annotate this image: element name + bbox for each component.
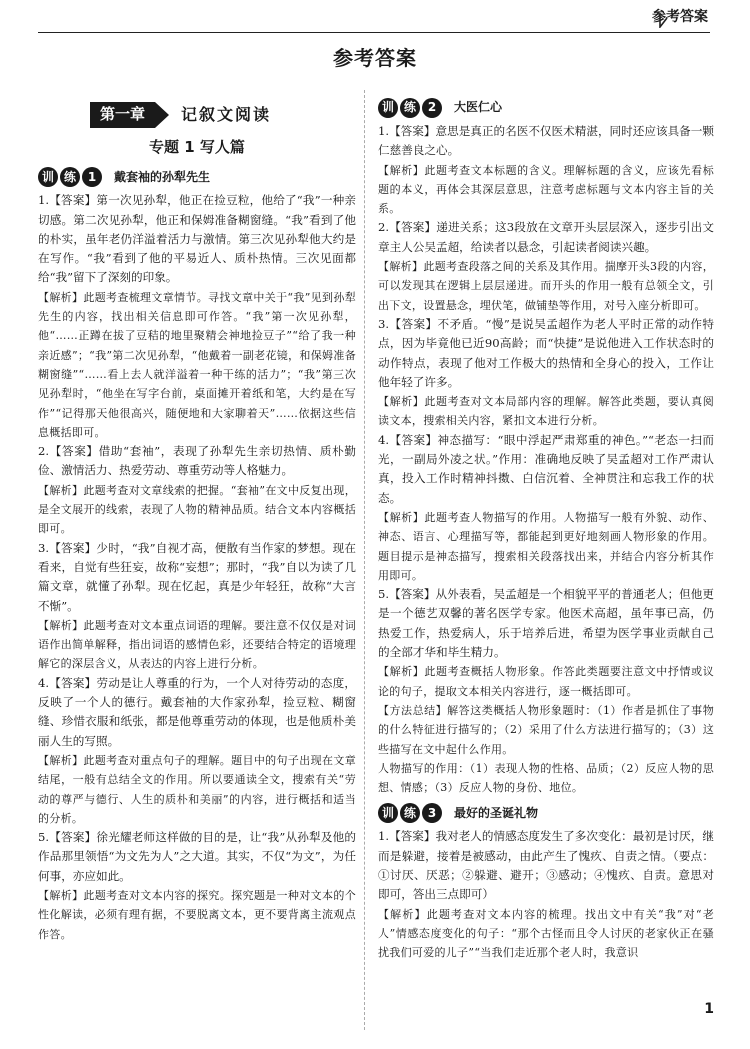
training-heading-1 [38,167,356,187]
corner-mark-icon [658,12,668,28]
answer-text: 4.【答案】神态描写：“眼中浮起严肃郑重的神色。”“老态一扫而光，一副局外凌之状。”作用：准确地反映了吴孟超对工作严肃认真，投入工作时精神抖擞、白信沉着、全神贯注和忘我工作的状态。 [378,432,714,505]
training-heading-2 [378,98,714,118]
training-heading-3 [378,803,714,823]
analysis-text: 【解析】此题考查概括人物形象。作答此类题要注意文中抒情或议论的句子，提取文本相关内容进行，逐一概括即可。 [378,665,714,698]
answer-text: 2.【答案】借助“套袖”，表现了孙犁先生亲切热情、质朴勤俭、激情活力、热爱劳动、尊重劳动等人格魅力。 [38,444,356,478]
analysis-text: 【解析】此题考查对文本局部内容的理解。解答此类题，要认真阅读文本，搜索相关内容，紧扣文本进行分析。 [378,395,714,428]
answer-text: 2.【答案】递进关系；这3段放在文章开头层层深入，逐步引出文章主人公吴孟超，给读者以悬念，引起读者阅读兴趣。 [378,220,714,254]
answer-text: 1.【答案】意思是真正的名医不仅医术精湛，同时还应该具备一颗仁慈善良之心。 [378,124,714,158]
answer-text: 3.【答案】少时，“我”自视才高，便散有当作家的梦想。现在看来，自觉有些狂妄，故称“妄想”；那时，“我”自以为读了几篇文章，就懂了孙犁。现在忆起，真是少年轻狂，故称“大言不惭”。 [38,540,356,613]
analysis-text: 【解析】此题考查人物描写的作用。人物描写一般有外貌、动作、神态、语言、心理描写等，都能起到更好地刻画人物形象的作用。题目提示是神态描写，搜索相关段落找出来，并结合内容分析其作用即可。 [378,510,714,582]
answer-text: 1.【答案】第一次见孙犁，他正在捡豆粒，他给了“我”一种亲切感。第二次见孙犁，他正和保姆准备糊窗缝。“我”看到了他的朴实，虽年老仍洋溢着活力与激情。第三次见孙犁他大约是在写作。“我”看到了他的平易近人、质朴热情。三次见面都给“我”留下了深刻的印象。 [38,193,356,285]
method-summary-2: 人物描写的作用：（1）表现人物的性格、品质；（2）反应人物的思想、情感；（3）反应人物的身份、地位。 [378,761,714,795]
page-title: 参考答案 [333,46,417,70]
answer-text: 5.【答案】徐光耀老师这样做的目的是，让“我”从孙犁及他的作品那里领悟“为文先为人”之大道。其实，不仅“为文”，为任何事，亦应如此。 [38,830,356,883]
training-title: 大医仁心 [454,100,503,115]
answer-text: 1.【答案】我对老人的情感态度发生了多次变化：最初是讨厌，继而是躲避，接着是被感动，由此产生了愧疚、自责之情。（要点：①讨厌、厌恶；②躲避、避开；③感动；④愧疚、自责。意思对即可，答出三点即可） [378,829,714,902]
analysis-text: 【解析】此题考查对重点句子的理解。题目中的句子出现在文章结尾，一般有总结全文的作用。所以要通读全文，搜索有关“劳动的尊严与德行、人生的质朴和美丽”的内容，进行概括和适当的分析。 [38,753,356,825]
analysis-text: 【解析】此题考查段落之间的关系及其作用。揣摩开头3段的内容，可以发现其在逻辑上层层递进。而开头的作用一般有总领全文，引出下文，设置悬念，埋伏笔，做铺垫等作用，对号入座分析即可。 [378,260,714,312]
analysis-text: 【解析】此题考查对文章线索的把握。“套袖”在文中反复出现，是全文展开的线索，表现了人物的精神品质。结合文本内容概括即可。 [38,483,356,536]
right-column [378,92,714,962]
training-char: 练 [60,167,80,187]
analysis-text: 【解析】此题考查文本标题的含义。理解标题的含义，应该先看标题的本义，再体会其深层意思，注意考虑标题与文本内容主旨的关系。 [378,163,714,216]
topic-title: 专题 1 写人篇 [149,138,245,156]
header-label: 参考答案 [652,6,708,26]
page-header [0,0,750,34]
training-number: 1 [82,167,102,187]
column-divider [364,90,365,1030]
training-number: 3 [422,803,442,823]
analysis-text: 【解析】此题考查梳理文章情节。寻找文章中关于“我”见到孙犁先生的内容，找出相关信息即可作答。“我”第一次见孙犁，他“……正蹲在拔了豆秸的地里聚精会神地捡豆子”“给了我一种亲近感”；“我”第二次见孙犁，“他戴着一副老花镜，和保姆准备糊窗缝”“……看上去人就洋溢着一种干练的活力”；“我”第三次见孙犁时，“他坐在写字台前，桌面摊开着纸和笔，大约是在写作”“记得那天他很高兴，随便地和大家聊着天”……依据这些信息概括即可。 [38,290,356,439]
header-rule [38,32,710,33]
analysis-text: 【解析】此题考查对文本内容的梳理。找出文中有关“我”对“老人”情感态度变化的句子：“那个古怪而且令人讨厌的老家伙正在骚扰我们可爱的儿子”“当我们走近那个老人时，我意识 [378,907,714,960]
chapter-heading [90,102,356,128]
chapter-number: 第一章 [90,102,155,127]
training-char: 练 [400,803,420,823]
analysis-text: 【解析】此题考查对文本内容的探究。探究题是一种对文本的个性化解读，必须有理有据，不要脱离文本，更不要背离主流观点作答。 [38,888,356,941]
training-char: 训 [378,98,398,118]
answer-text: 3.【答案】不矛盾。“慢”是说吴孟超作为老人平时正常的动作特点，因为毕竟他已近90高龄；而“快捷”是说他进入工作状态时的动作特点，表现了他对工作极大的热情和全身心的投入，工作让他年轻了许多。 [378,316,714,389]
left-column [38,92,356,944]
analysis-text: 【解析】此题考查对文本重点词语的理解。要注意不仅仅是对词语作出简单解释，指出词语的感情色彩，还要结合特定的语境理解它的深层含义，从表达的内容上进行分析。 [38,618,356,671]
training-title: 最好的圣诞礼物 [454,805,539,820]
training-char: 训 [38,167,58,187]
training-number: 2 [422,98,442,118]
chapter-name: 记叙文阅读 [181,105,272,125]
answer-text: 5.【答案】从外表看，吴孟超是一个相貌平平的普通老人；但他更是一个德艺双馨的著名医学专家。他医术高超，虽年事已高，仍热爱工作，热爱病人，乐于培养后进，希望为医学事业贡献自己的全部才华和毕生精力。 [378,587,714,660]
page-number: 1 [704,1001,714,1017]
training-char: 训 [378,803,398,823]
chapter-arrow-icon [155,102,169,128]
training-char: 练 [400,98,420,118]
training-title: 戴套袖的孙犁先生 [114,169,211,184]
answer-text: 4.【答案】劳动是让人尊重的行为，一个人对待劳动的态度，反映了一个人的德行。戴套袖的大作家孙犁，捡豆粒、糊窗缝、珍惜衣服和纸张，都是他尊重劳动的体现，也是他质朴美丽人生的写照。 [38,675,356,748]
method-summary: 【方法总结】解答这类概括人物形象题时：（1）作者是抓住了事物的什么特征进行描写的；（2）采用了什么方法进行描写的；（3）这些描写在文中起什么作用。 [378,703,714,756]
